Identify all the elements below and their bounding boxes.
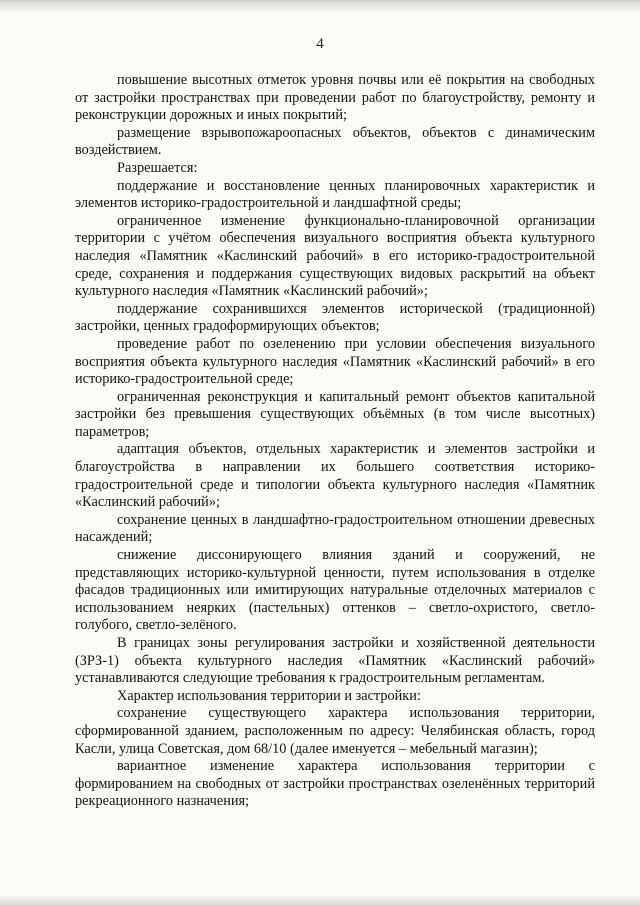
paragraph: ограниченное изменение функционально-планировочной организации территории с учётом обеспечения визуального восприятия объекта культурного наследия «Памятник «Каслинский рабочий» в его историко-градостроительной среде, сохранения и поддержания существующих видовых раскрытий на объект культурного наследия «Памятник «Каслинский рабочий»; [75, 212, 595, 300]
scan-edge-top [0, 0, 640, 14]
paragraph: вариантное изменение характера использования территории с формированием на свободных от застройки пространствах озеленённых территорий рекреационного назначения; [75, 758, 595, 810]
document-body [75, 72, 595, 811]
paragraph: сохранение ценных в ландшафтно-градостроительном отношении древесных насаждений; [75, 511, 595, 546]
paragraph: адаптация объектов, отдельных характеристик и элементов застройки и благоустройства в направлении их большего соответствия историко-градостроительной среде и типологии объекта культурного наследия «Памятник «Каслинский рабочий»; [75, 441, 595, 511]
paragraph: Характер использования территории и застройки: [117, 687, 421, 704]
paragraph: поддержание и восстановление ценных планировочных характеристик и элементов историко-градостроительной и ландшафтной среды; [75, 177, 595, 212]
paragraph: Разрешается: [117, 159, 198, 176]
paragraph: сохранение существующего характера использования территории, сформированной зданием, расположенным по адресу: Челябинская область, город Касли, улица Советская, дом 68/10 (далее именуется – мебельный магазин); [75, 705, 595, 757]
paragraph: повышение высотных отметок уровня почвы или её покрытия на свободных от застройки пространствах при проведении работ по благоустройству, ремонту и реконструкции дорожных и иных покрытий; [75, 72, 595, 124]
paragraph: ограниченная реконструкция и капитальный ремонт объектов капитальной застройки без превышения существующих объёмных (в том числе высотных) параметров; [75, 388, 595, 440]
page-number: 4 [316, 36, 324, 52]
scan-edge-bottom [0, 895, 640, 905]
paragraph: размещение взрывопожароопасных объектов, объектов с динамическим воздействием. [75, 124, 595, 159]
paragraph: проведение работ по озеленению при условии обеспечения визуального восприятия объекта культурного наследия «Памятник «Каслинский рабочий» в его историко-градостроительной среде; [75, 335, 595, 388]
paragraph: В границах зоны регулирования застройки и хозяйственной деятельности (ЗРЗ-1) объекта культурного наследия «Памятник «Каслинский рабочий» устанавливаются следующие требования к градостроительным регламентам. [75, 635, 595, 687]
paragraph: поддержание сохранившихся элементов исторической (традиционной) застройки, ценных градоформирующих объектов; [75, 300, 595, 335]
paragraph: снижение диссонирующего влияния зданий и сооружений, не представляющих историко-культурной ценности, путем использования в отделке фасадов традиционных или имитирующих натуральные отделочных материалов с использованием неярких (пастельных) оттенков – светло-охристого, светло-голубого, светло-зелёного. [75, 547, 595, 634]
